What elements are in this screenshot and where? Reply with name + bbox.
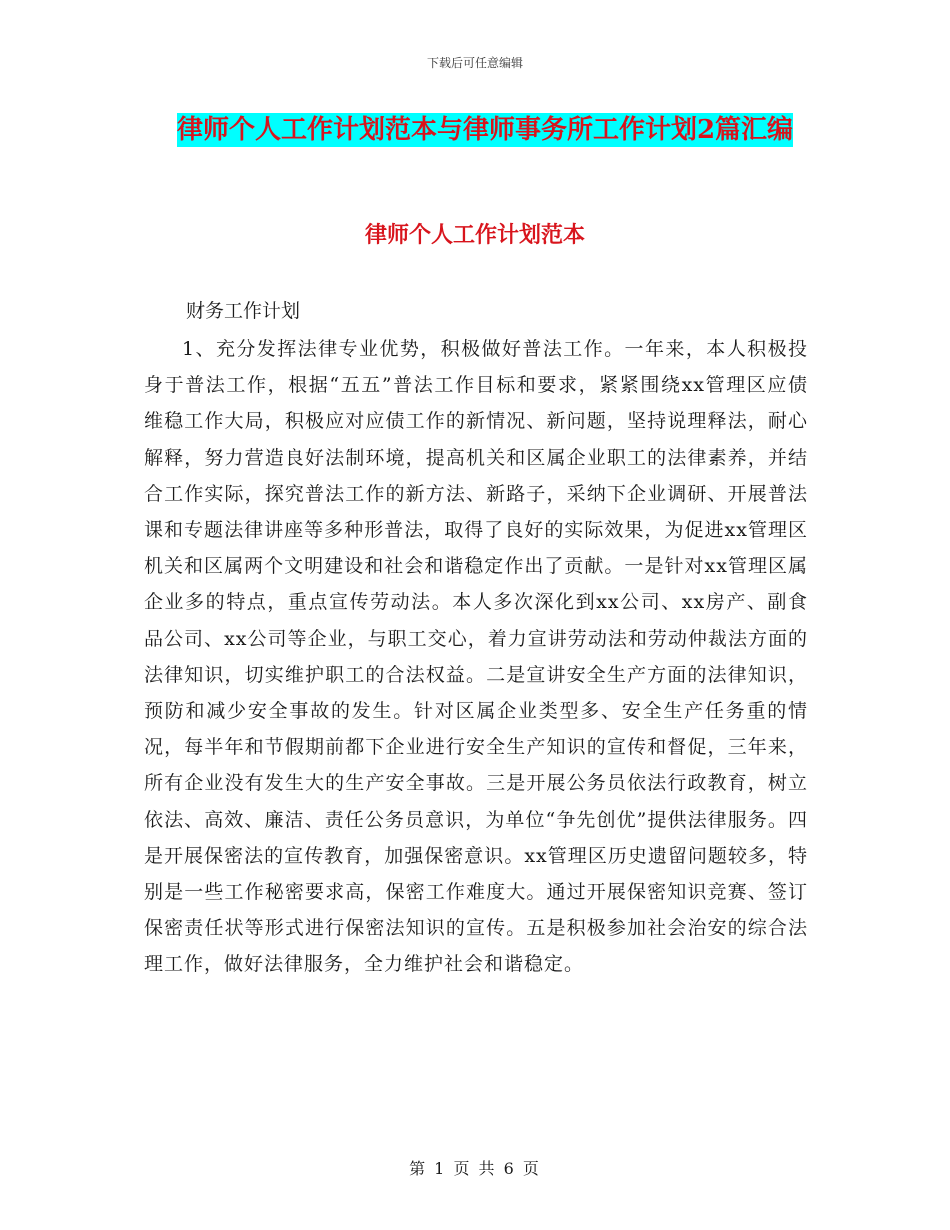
paragraph-label: 财务工作计划 bbox=[186, 300, 301, 322]
section-title: 律师个人工作计划范本 bbox=[364, 222, 585, 248]
document-title bbox=[140, 108, 830, 152]
header-note: 下载后可任意编辑 bbox=[426, 56, 523, 70]
page-footer: 第 1 页 共 6 页 bbox=[409, 1159, 541, 1178]
document-title-text: 律师个人工作计划范本与律师事务所工作计划2篇汇编 bbox=[176, 115, 794, 145]
body-paragraph: 1、充分发挥法律专业优势，积极做好普法工作。一年来，本人积极投身于普法工作，根据“五五”普法工作目标和要求，紧紧围绕xx管理区应债维稳工作大局，积极应对应债工作的新情况、新问题，坚持说理释法，耐心解释，努力营造良好法制环境，提高机关和区属企业职工的法律素养，并结合工作实际，探究普法工作的新方法、新路子，采纳下企业调研、开展普法课和专题法律讲座等多种形普法，取得了良好的实际效果，为促进xx管理区机关和区属两个文明建设和社会和谐稳定作出了贡献。一是针对xx管理区属企业多的特点，重点宣传劳动法。本人多次深化到xx公司、xx房产、副食品公司、xx公司等企业，与职工交心，着力宣讲劳动法和劳动仲裁法方面的法律知识，切实维护职工的合法权益。二是宣讲安全生产方面的法律知识，预防和减少安全事故的发生。针对区属企业类型多、安全生产任务重的情况，每半年和节假期前都下企业进行安全生产知识的宣传和督促，三年来，所有企业没有发生大的生产安全事故。三是开展公务员依法行政教育，树立依法、高效、廉洁、责任公务员意识，为单位“争先创优”提供法律服务。四是开展保密法的宣传教育，加强保密意识。xx管理区历史遗留问题较多，特别是一些工作秘密要求高，保密工作难度大。通过开展保密知识竞赛、签订保密责任状等形式进行保密法知识的宣传。五是积极参加社会治安的综合法理工作，做好法律服务，全力维护社会和谐稳定。 bbox=[144, 338, 808, 976]
